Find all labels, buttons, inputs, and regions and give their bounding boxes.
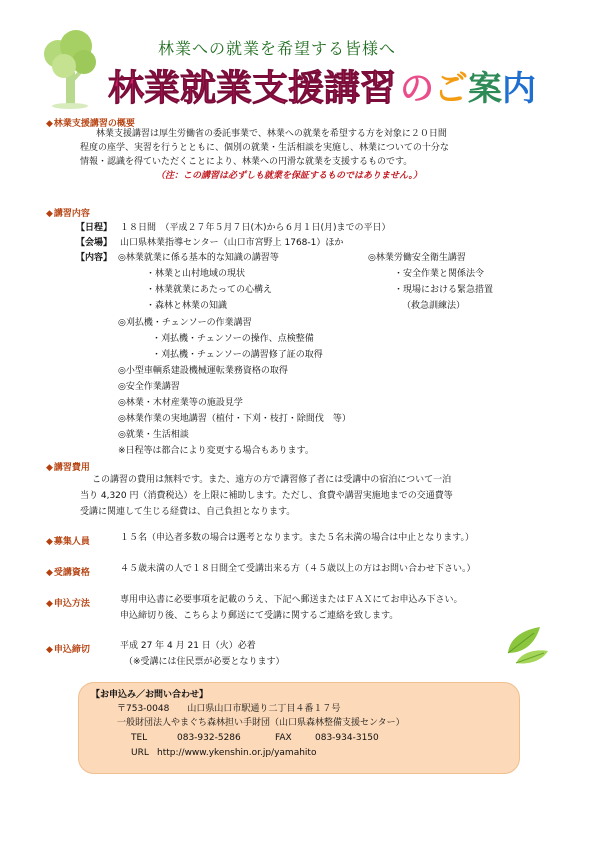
contact-url-label: URL: [131, 748, 149, 758]
tree-icon: [40, 28, 100, 110]
main-title-part2: [400, 69, 536, 109]
section-heading-content: ◆講習内容: [46, 209, 90, 219]
content-item-3: ・刈払機・チェンソーの講習修了証の取得: [152, 350, 323, 360]
header-subtitle: 林業への就業を希望する皆様へ: [158, 39, 397, 58]
contact-url-link[interactable]: http://www.ykenshin.or.jp/yamahito: [157, 748, 317, 758]
contact-org: 一般財団法人やまぐち森林担い手財団（山口県森林整備支援センター）: [117, 718, 405, 728]
leaves-icon: [498, 623, 550, 665]
main-title-part1: 林業就業支援講習: [108, 68, 397, 109]
section-heading-overview: ◆林業支援講習の概要: [46, 119, 135, 129]
content-right-1: ◎林業労働安全衛生講習: [368, 253, 466, 263]
section-heading-eligibility: ◆受講資格: [46, 568, 90, 578]
overview-line-1: 林業支援講習は厚生労働省の委託事業で、林業への就業を希望する方を対象に２０日間: [96, 129, 447, 139]
fee-line-3: 受講に関連して生じる経費は、自己負担となります。: [80, 507, 296, 517]
section-heading-deadline: ◆申込締切: [46, 645, 90, 655]
content-item-7: ◎林業作業の実地講習（植付・下刈・枝打・除間伐 等）: [118, 414, 351, 424]
detail-label: 【内容】: [76, 253, 113, 263]
contact-tel: 083-932-5286: [177, 733, 241, 743]
content-item-5: ◎安全作業講習: [118, 382, 180, 392]
content-item-9: ※日程等は都合により変更する場合もあります。: [118, 446, 314, 456]
content-item-1: ◎刈払機・チェンソーの作業講習: [118, 318, 252, 328]
contact-heading: 【お申込み／お問い合わせ】: [91, 690, 209, 700]
section-heading-capacity: ◆募集人員: [46, 537, 90, 547]
capacity-value: １５名（申込者多数の場合は選考となります。また５名未満の場合は中止となります。）: [120, 533, 475, 543]
contact-address: 〒753-0048 山口県山口市駅通り二丁目４番１７号: [117, 704, 341, 714]
contact-fax: 083-934-3150: [315, 733, 379, 743]
content-left-1: ◎林業就業に係る基本的な知識の講習等: [118, 253, 279, 263]
overview-line-3: 情報・認識を得ていただくことにより、林業への円滑な就業を支援するものです。: [80, 157, 413, 167]
content-item-4: ◎小型車輌系建設機械運転業務資格の取得: [118, 366, 288, 376]
date-label: 【日程】: [76, 223, 113, 233]
fee-line-2: 当り 4,320 円（消費税込）を上限に補助します。ただし、食費や講習実施地までの交通費等: [80, 491, 453, 501]
content-left-3: ・林業就業にあたっての心構え: [146, 285, 273, 295]
content-item-6: ◎林業・木材産業等の施設見学: [118, 398, 243, 408]
main-title-part2-char: の: [400, 69, 434, 109]
section-heading-application: ◆申込方法: [46, 599, 90, 609]
venue-value: 山口県林業指導センター（山口市宮野上 1768-1）ほか: [120, 238, 344, 248]
contact-fax-label: FAX: [275, 733, 292, 743]
overview-line-2: 程度の座学、実習を行うとともに、個別の就業・生活相談を実施し、林業についての十分な: [80, 143, 449, 153]
eligibility-value: ４５歳未満の人で１８日間全て受講出来る方（４５歳以上の方はお問い合わせ下さい。）: [120, 564, 476, 574]
deadline-value: 平成 27 年 4 月 21 日（火）必着: [120, 641, 256, 651]
deadline-note: （※受講には住民票が必要となります）: [124, 657, 285, 667]
contact-box: [78, 682, 520, 774]
venue-label: 【会場】: [76, 238, 113, 248]
date-value: １８日間 （平成２７年５月７日(木)から６月１日(月)までの平日）: [120, 223, 391, 233]
contact-tel-label: TEL: [131, 733, 148, 743]
content-left-4: ・森林と林業の知識: [146, 301, 228, 311]
application-line-1: 専用申込書に必要事項を記載のうえ、下記へ郵送またはＦＡＸにてお申込み下さい。: [120, 595, 463, 605]
content-item-8: ◎就業・生活相談: [118, 430, 189, 440]
fee-line-1: この講習の費用は無料です。また、遠方の方で講習修了者には受講中の宿泊について一泊: [92, 475, 452, 485]
section-heading-fee: ◆講習費用: [46, 463, 90, 473]
content-item-2: ・刈払機・チェンソーの操作、点検整備: [152, 334, 314, 344]
main-title-part2-char: ご: [434, 69, 468, 109]
main-title: [104, 58, 574, 114]
overview-note: （注：この講習は必ずしも就業を保証するものではありません。）: [156, 171, 423, 181]
content-left-2: ・林業と山村地域の現状: [146, 269, 246, 279]
main-title-part2-char: 内: [502, 69, 536, 109]
content-right-3: ・現場における緊急措置: [394, 285, 494, 295]
application-line-2: 申込締切り後、こちらより郵送にて受講に関するご連絡を致します。: [120, 611, 399, 621]
content-right-4: （救急訓練法）: [402, 301, 466, 311]
content-right-2: ・安全作業と関係法令: [394, 269, 485, 279]
main-title-part2-char: 案: [468, 69, 502, 109]
